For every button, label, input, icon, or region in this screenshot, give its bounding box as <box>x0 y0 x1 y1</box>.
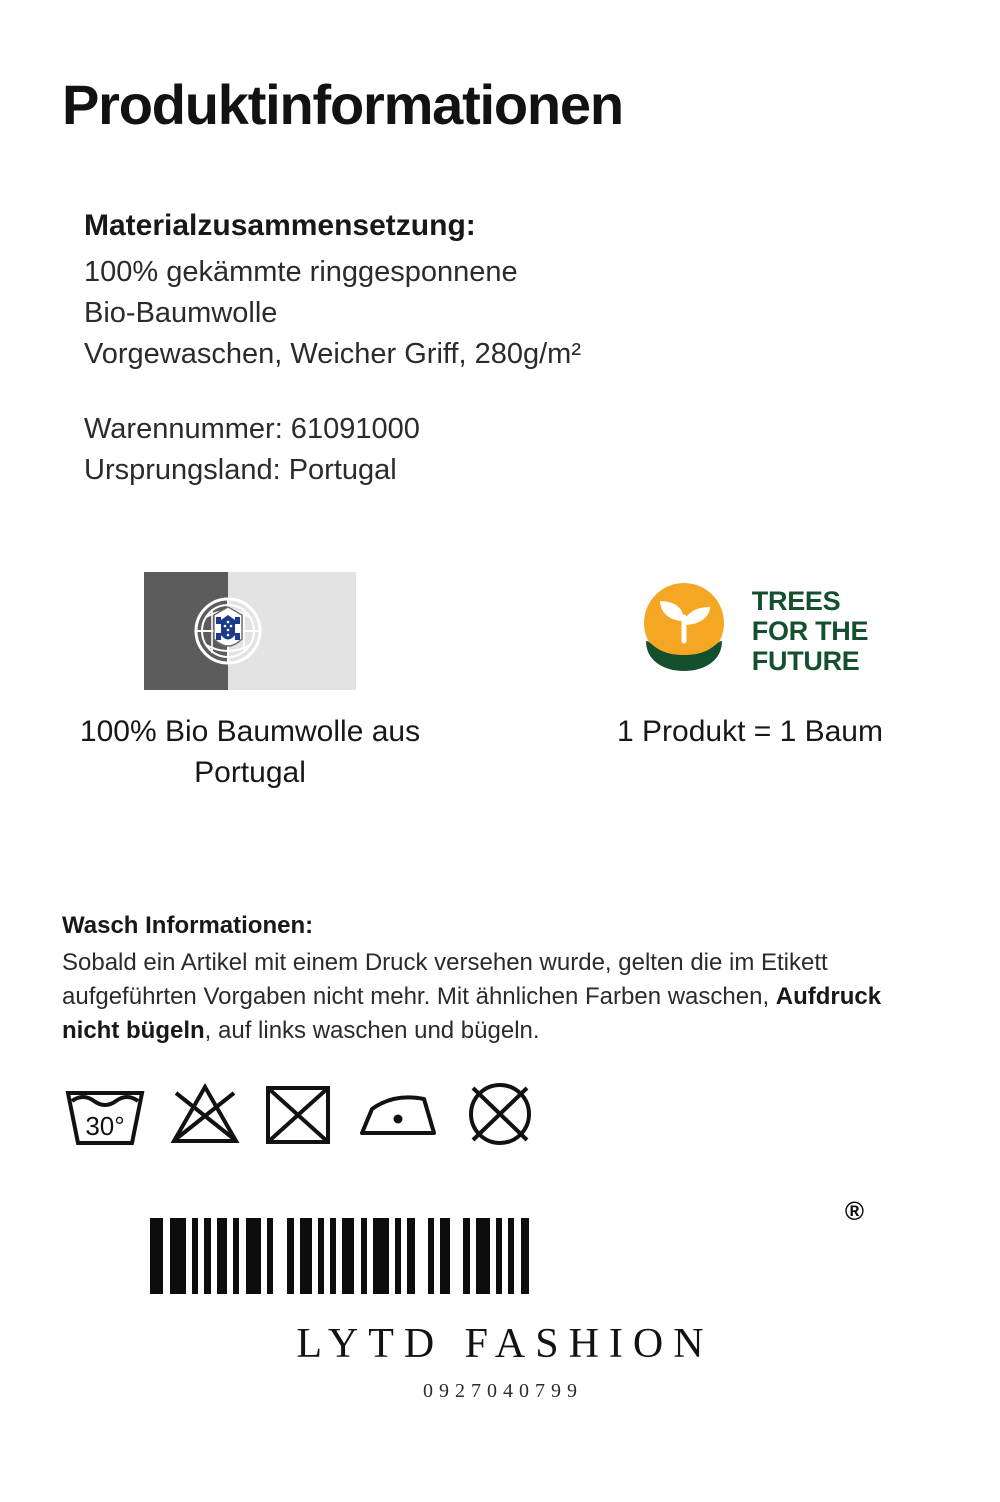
wash-information-block <box>62 912 942 1048</box>
care-symbols-row <box>62 1076 538 1152</box>
barcode-bar <box>170 1218 186 1294</box>
barcode-bar <box>476 1218 490 1294</box>
barcode-bar <box>192 1218 198 1294</box>
barcode-bar <box>463 1218 470 1294</box>
logo-line-2: FOR THE <box>751 615 869 646</box>
badge-caption-one-product-one-tree: 1 Produkt = 1 Baum <box>617 715 883 748</box>
barcode-bar <box>496 1218 502 1294</box>
brand-number: 0927040799 <box>423 1380 583 1402</box>
registered-trademark-icon: ® <box>844 1196 864 1226</box>
seedling-in-hand-icon <box>632 577 736 686</box>
svg-text:30°: 30° <box>85 1111 125 1141</box>
barcode-bar <box>373 1218 389 1294</box>
barcode-bar <box>521 1218 529 1294</box>
material-composition-block <box>84 206 904 491</box>
material-spacer <box>84 375 904 409</box>
material-line-3: Vorgewaschen, Weicher Griff, 280g/m² <box>84 337 581 370</box>
wash-information-text <box>62 946 942 1048</box>
barcode-wrapper <box>150 1196 864 1294</box>
barcode-bar <box>158 1218 163 1294</box>
badge-caption-organic-cotton: 100% Bio Baumwolle aus Portugal <box>79 715 421 789</box>
wash-text-part-1: Sobald ein Artikel mit einem Druck versehen wurde, gelten die im Etikett aufgeführten Vorgaben nicht mehr. Mit ähnlichen Farben waschen, <box>62 949 828 1011</box>
do-not-bleach-icon <box>168 1077 242 1151</box>
wash-information-heading: Wasch Informationen: <box>62 912 314 939</box>
barcode-bar <box>440 1218 450 1294</box>
badges-row <box>0 572 1000 793</box>
barcode-bar <box>204 1218 211 1294</box>
barcode-bar <box>318 1218 324 1294</box>
trees-for-the-future-wordmark <box>752 586 868 677</box>
page-title: Produktinformationen <box>62 73 623 136</box>
barcode-bar <box>342 1218 354 1294</box>
barcode-bar <box>395 1218 401 1294</box>
barcode-bar <box>233 1218 239 1294</box>
barcode-bar <box>150 1218 158 1294</box>
customs-number-line: Warennummer: 61091000 <box>84 413 420 446</box>
badge-trees-for-the-future <box>500 572 1000 793</box>
do-not-tumble-dry-icon <box>262 1078 334 1150</box>
barcode-bar <box>361 1218 367 1294</box>
barcode-bar <box>300 1218 312 1294</box>
barcode-bar <box>508 1218 514 1294</box>
barcode-bar <box>287 1218 294 1294</box>
barcode-bar <box>217 1218 227 1294</box>
barcode-bar <box>246 1218 261 1294</box>
trees-for-the-future-logo <box>632 572 868 690</box>
brand-block <box>0 1196 1000 1403</box>
brand-name: LYTD FASHION <box>296 1321 714 1367</box>
logo-line-1: TREES <box>751 585 841 616</box>
wash-text-emphasis: Aufdruck nicht bügeln <box>62 983 882 1045</box>
logo-line-3: FUTURE <box>751 646 860 677</box>
iron-low-temperature-icon <box>354 1083 442 1145</box>
portugal-flag-icon <box>144 572 356 690</box>
barcode-bar <box>428 1218 434 1294</box>
wash-30-degrees-icon <box>62 1077 148 1151</box>
barcode-bar <box>407 1218 415 1294</box>
badge-organic-cotton-portugal <box>0 572 500 793</box>
do-not-dry-clean-icon <box>462 1076 538 1152</box>
material-line-2: Bio-Baumwolle <box>84 296 278 329</box>
material-line-1: 100% gekämmte ringgesponnene <box>84 255 518 288</box>
barcode-bar <box>267 1218 273 1294</box>
material-composition-heading: Materialzusammensetzung: <box>84 209 476 242</box>
barcode-bar <box>330 1218 336 1294</box>
wash-text-part-2: , auf links waschen und bügeln. <box>204 1017 540 1045</box>
country-of-origin-line: Ursprungsland: Portugal <box>84 454 397 487</box>
barcode <box>150 1218 529 1294</box>
